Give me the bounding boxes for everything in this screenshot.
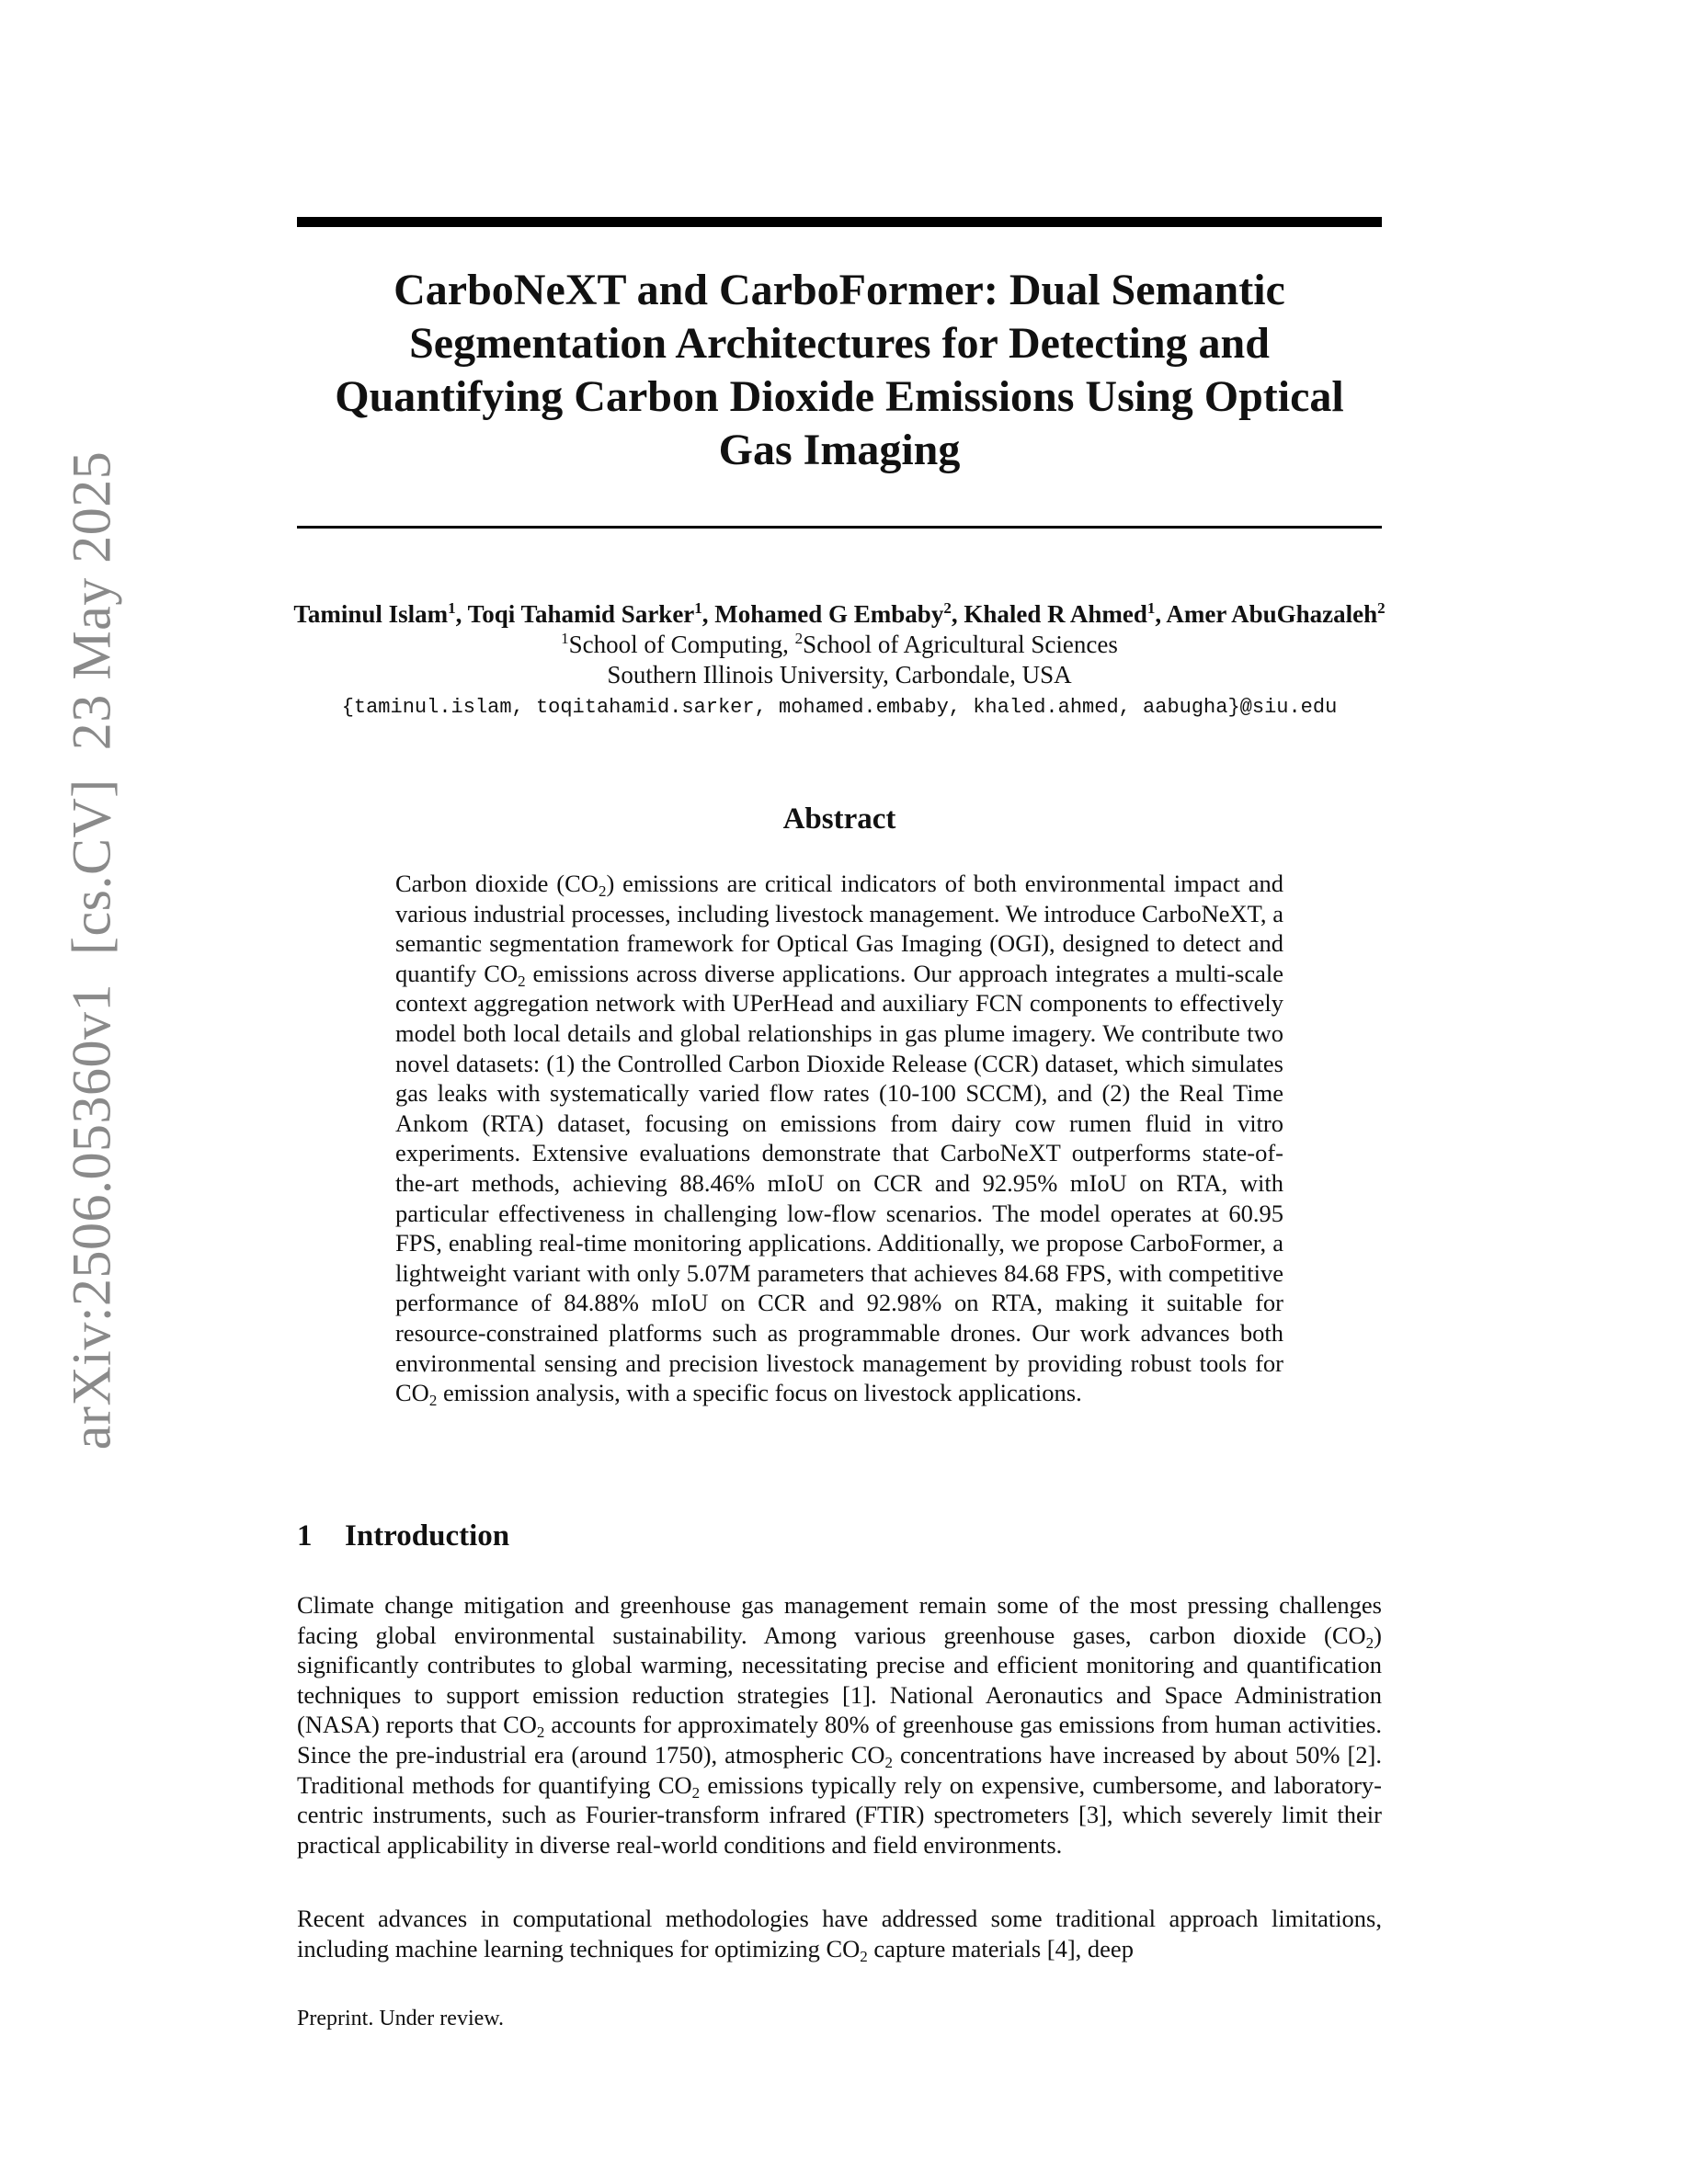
subscript: 2 xyxy=(1365,1633,1374,1652)
affiliation-marker: 1 xyxy=(1146,599,1156,617)
affiliation-marker: 2 xyxy=(794,630,804,647)
abstract-text: Carbon dioxide (CO xyxy=(395,870,599,897)
affiliation-marker: 1 xyxy=(561,630,569,647)
paragraph-text: concentrations have increased by about 50% [2]. Traditional methods for quantifying CO xyxy=(297,1740,1382,1799)
title-top-rule xyxy=(297,217,1382,227)
title-line: Segmentation Architectures for Detecting and xyxy=(409,319,1270,368)
title-bottom-rule xyxy=(297,526,1382,529)
paragraph-text: capture materials [4], deep xyxy=(867,1934,1134,1962)
author-emails: {taminul.islam, toqitahamid.sarker, mohamed.embaby, khaled.ahmed, aabugha}@siu.edu xyxy=(341,696,1338,719)
section-heading-introduction xyxy=(297,1519,509,1553)
author-name: Taminul Islam xyxy=(293,600,449,628)
abstract-body xyxy=(395,869,1283,1408)
subscript: 2 xyxy=(428,1392,438,1410)
subscript: 2 xyxy=(884,1753,893,1771)
subscript: 2 xyxy=(518,972,526,990)
section-number: 1 xyxy=(297,1519,313,1553)
title-line: Gas Imaging xyxy=(718,426,961,474)
affiliation-1: School of Computing, xyxy=(568,631,795,658)
author-name: , Mohamed G Embaby xyxy=(701,600,944,628)
paper-title xyxy=(297,264,1382,477)
author-name: , Khaled R Ahmed xyxy=(951,600,1147,628)
subscript: 2 xyxy=(536,1723,545,1742)
author-name: , Amer AbuGhazaleh xyxy=(1155,600,1378,628)
abstract-heading: Abstract xyxy=(782,802,896,836)
intro-paragraph xyxy=(297,1590,1382,1860)
subscript: 2 xyxy=(598,882,607,900)
paragraph-text: emissions typically rely on expensive, cumbersome, and laboratory-centric instruments, such as Fourier-transform infrared (FTIR) spectrometers [3], which severely limit their practical applicability in diverse real-world conditions and field environments. xyxy=(297,1770,1382,1859)
subscript: 2 xyxy=(691,1783,701,1802)
footer-note: Preprint. Under review. xyxy=(297,2007,505,2030)
title-line: Quantifying Carbon Dioxide Emissions Using Optical xyxy=(335,372,1344,421)
affiliation-marker: 1 xyxy=(448,599,456,617)
author-name: , Toqi Tahamid Sarker xyxy=(455,600,695,628)
author-block xyxy=(230,599,1449,722)
arxiv-side-stamp: arXiv:2506.05360v1 [cs.CV] 23 May 2025 xyxy=(61,450,122,1450)
abstract-text: emissions across diverse applications. Our approach integrates a multi-scale context aggregation network with UPerHead and auxiliary FCN components to effectively model both local details and global relationships in gas plume imagery. We contribute two novel datasets: (1) the Controlled Carbon Dioxide Release (CCR) dataset, which simulates gas leaks with systematically varied flow rates (10-100 SCCM), and (2) the Real Time Ankom (RTA) dataset, focusing on emissions from dairy cow rumen fluid in vitro experiments. Extensive evaluations demonstrate that CarboNeXT outperforms state-of-the-art methods, achieving 88.46% mIoU on CCR and 92.95% mIoU on RTA, with particular effectiveness in challenging low-flow scenarios. The model operates at 60.95 FPS, enabling real-time monitoring applications. Additionally, we propose CarboFormer, a lightweight variant with only 5.07M parameters that achieves 84.68 FPS, with competitive performance of 84.88% mIoU on CCR and 92.98% on RTA, making it suitable for resource-constrained platforms such as programmable drones. Our work advances both environmental sensing and precision livestock management by providing robust tools for CO xyxy=(395,959,1284,1407)
title-line: CarboNeXT and CarboFormer: Dual Semantic xyxy=(393,266,1285,314)
intro-paragraph xyxy=(297,1904,1382,1963)
affiliation-marker: 2 xyxy=(943,599,952,617)
university: Southern Illinois University, Carbondale, USA xyxy=(607,661,1072,688)
subscript: 2 xyxy=(860,1947,868,1965)
author-names xyxy=(230,599,1449,630)
paragraph-text: Climate change mitigation and greenhouse gas management remain some of the most pressing challenges facing global environmental sustainability. Among various greenhouse gases, carbon dioxide (CO xyxy=(297,1591,1382,1649)
paragraph-text: Recent advances in computational methodologies have addressed some traditional approach limitations, including machine learning techniques for optimizing CO xyxy=(297,1905,1382,1962)
affiliation-marker: 1 xyxy=(694,599,702,617)
abstract-text: emission analysis, with a specific focus on livestock applications. xyxy=(437,1379,1082,1407)
paragraph-text: ) significantly contributes to global warming, necessitating precise and efficient monitoring and quantification techniques to support emission reduction strategies [1]. National Aeronautics and Space Administration (NASA) reports that CO xyxy=(297,1621,1382,1739)
section-title: Introduction xyxy=(345,1519,510,1553)
affiliation-2: School of Agricultural Sciences xyxy=(803,631,1118,658)
abstract-text: ) emissions are critical indicators of both environmental impact and various industrial processes, including livestock management. We introduce CarboNeXT, a semantic segmentation framework for Optical Gas Imaging (OGI), designed to detect and quantify CO xyxy=(395,870,1283,987)
affiliation-marker: 2 xyxy=(1377,599,1386,617)
affiliations xyxy=(230,630,1449,660)
paragraph-text: accounts for approximately 80% of greenhouse gas emissions from human activities. Since the pre-industrial era (around 1750), atmospheric CO xyxy=(297,1711,1382,1769)
